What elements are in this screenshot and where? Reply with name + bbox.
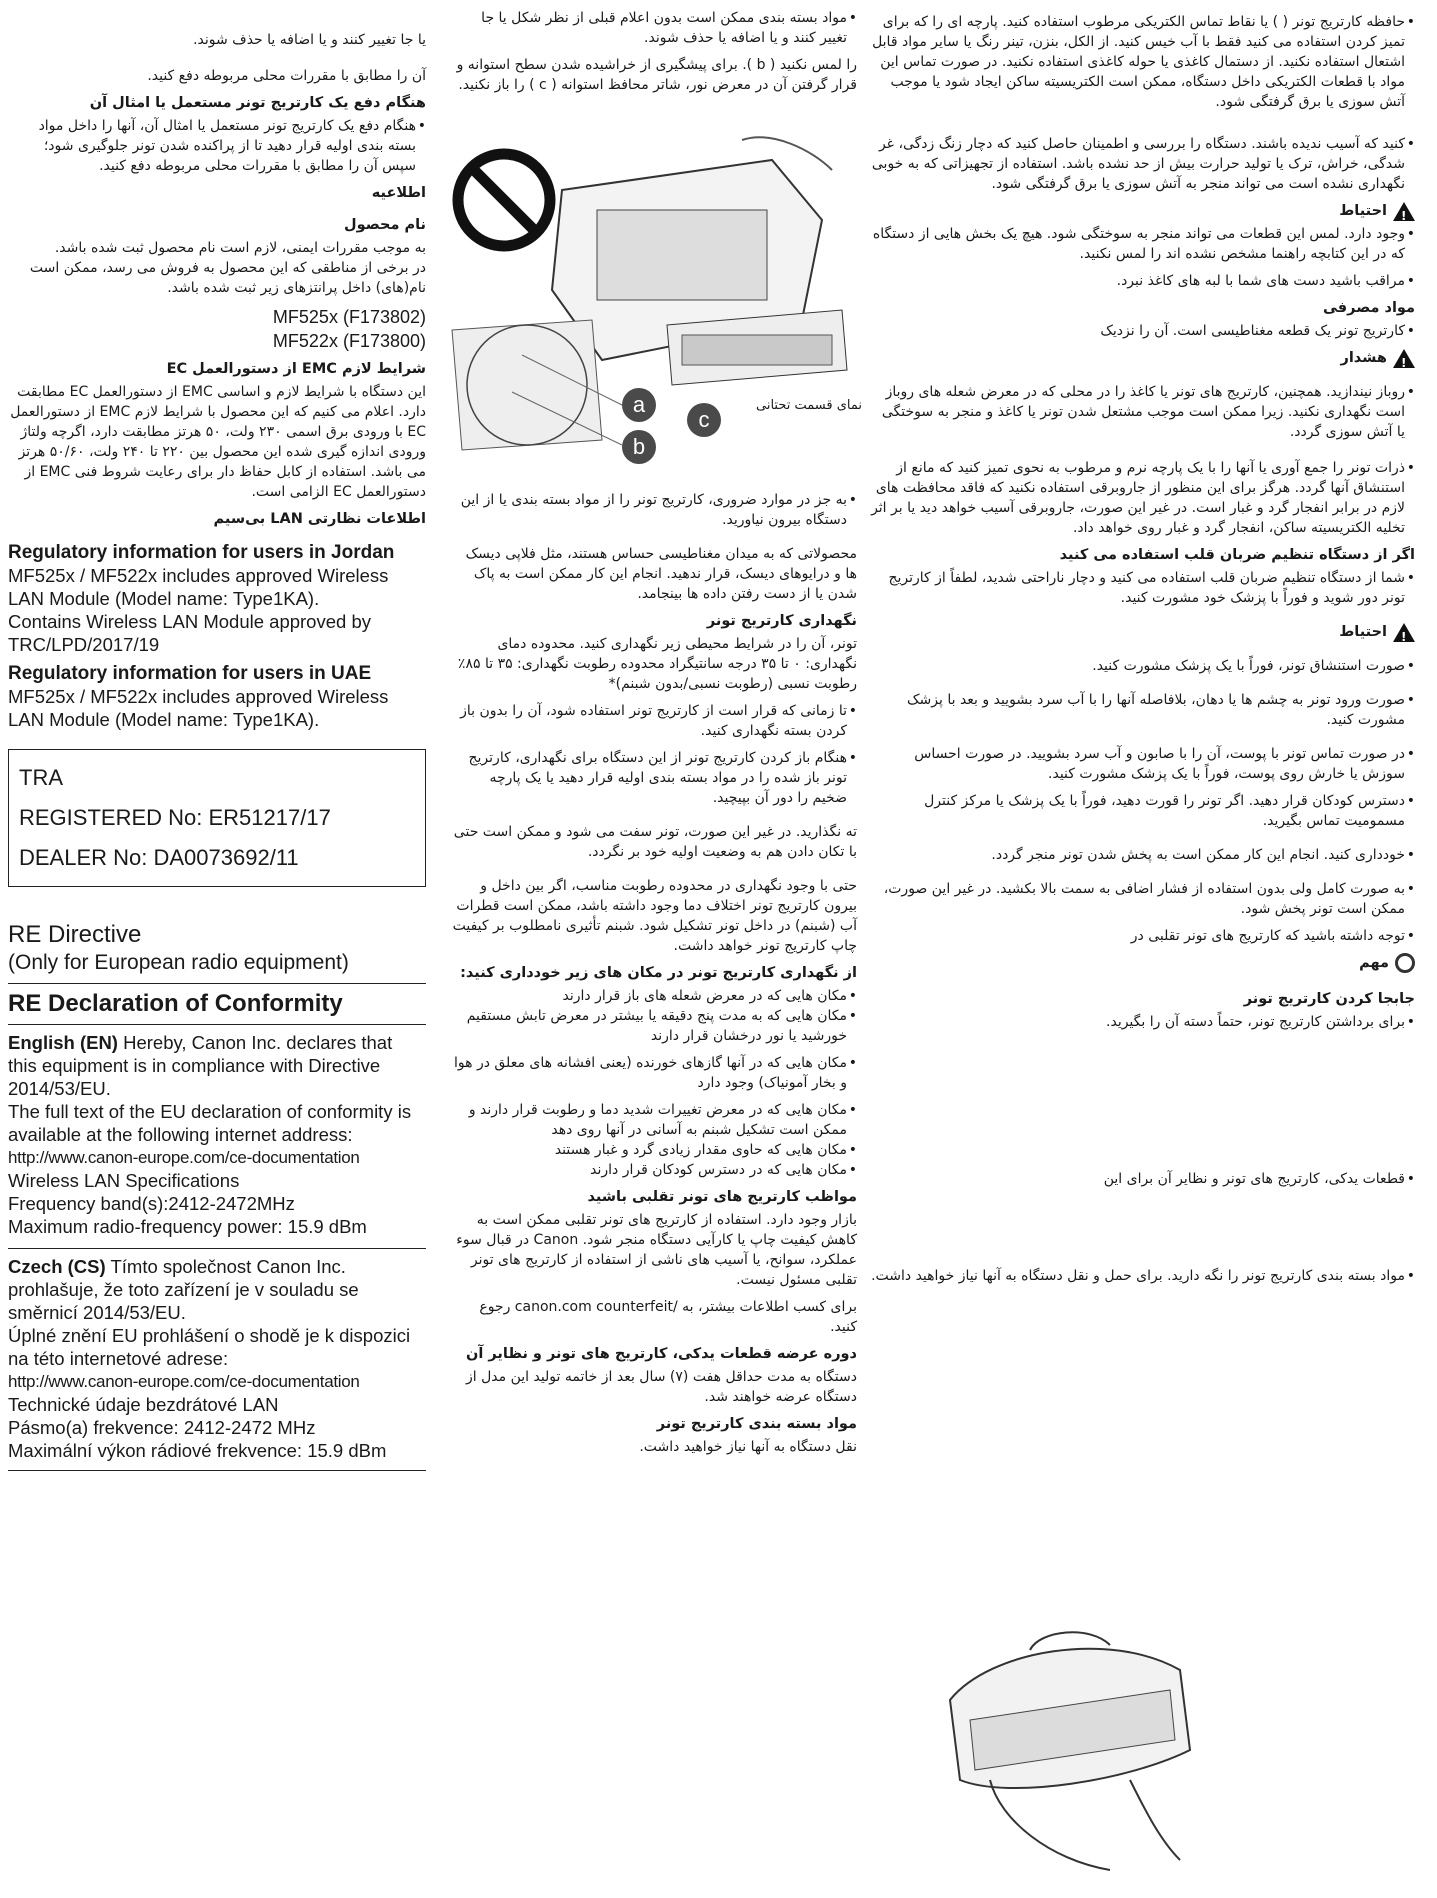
- re-declaration-heading: RE Declaration of Conformity: [8, 990, 343, 1017]
- lang-en: [8, 1031, 426, 1238]
- section-heading: شرایط لازم EMC از دستورالعمل EC: [166, 361, 426, 377]
- paragraph: این دستگاه با شرایط لازم و اساسی EMC از دستورالعمل EC مطابقت دارد. اعلام می کنیم که این محصول با شرایط لازم EMC از دستورالعمل EC با ورودی برق اسمی ۲۳۰ ولت، ۵۰ هرتز مطابقت دارد، اگرچه ولتاژ ورودی اندازه گیری شده این محصول بین ۲۲۰ تا ۲۴۰ ولت، ۵۰/۶۰ هرتز می باشد. استفاده از کابل حفاظ دار برای رعایت شروط فنی EMC از دستورالعمل EC الزامی است.: [10, 384, 426, 500]
- tra-dealer: DEALER No: DA0073692/11: [19, 845, 299, 870]
- paragraph: • به جز در موارد ضروری، کارتریج تونر را از مواد بسته بندی یا از این دستگاه بیرون نیاورید.: [452, 490, 857, 530]
- paragraph: Tímto společnost Canon Inc. prohlašuje, že toto zařízení je v souladu se směrnicí 2014/53/EU.: [8, 1256, 359, 1323]
- paragraph: بازار وجود دارد. استفاده از کارتریج های تونر تقلبی ممکن است به کاهش کیفیت چاپ یا کارآیی دستگاه منجر شود. Canon در قبال سوء عملکرد، سوانح، یا آسیب های ناشی از استفاده از کارتریج های تونر تقلبی مسئول نیست.: [456, 1212, 857, 1288]
- lang-cs: [8, 1255, 426, 1462]
- section-heading: اطلاعات نظارتی LAN بی‌سیم: [213, 511, 426, 527]
- re-heading: RE Directive: [8, 921, 142, 948]
- paragraph: به موجب مقررات ایمنی، لازم است نام محصول ثبت شده باشد.: [54, 240, 426, 256]
- paragraph: • مواد بسته بندی کارتریج تونر را نگه دارید. برای حمل و نقل دستگاه به آنها نیاز خواهید داشت.: [870, 1266, 1415, 1286]
- lang-label: Czech (CS): [8, 1256, 106, 1277]
- list-item: • مکان هایی که در معرض شعله های باز قرار دارند: [452, 986, 857, 1006]
- paragraph: • برای برداشتن کارتریج تونر، حتماً دسته آن را بگیرید.: [870, 1012, 1415, 1032]
- paragraph: • توجه داشته باشید که کارتریج های تونر تقلبی در: [870, 926, 1415, 946]
- middle-column: [452, 0, 862, 1455]
- paragraph: یا جا تغییر کنند و یا اضافه یا حذف شوند.: [193, 32, 426, 48]
- re-directive: [8, 921, 426, 1471]
- paragraph: • روباز نیندازید. همچنین، کارتریج های تونر یا کاغذ را در محلی که در معرض شعله های روباز است نگهداری نکنید. زیرا ممکن است موجب مشتعل شدن تونر یا کاغذ و منجر به سوختگی یا آتش سوزی گردد.: [870, 382, 1415, 442]
- paragraph: • ذرات تونر را جمع آوری یا آنها را با یک پارچه نرم و مرطوب به نحوی تمیز کنید که مانع از استنشاق آنها گردد. هرگز برای این منظور از جاروبرقی استفاده نکنید که فاقد محافظت های لازم در برابر انفجار گرد و غبار است. در غیر این صورت، جاروبرقی آسیب خواهد دید یا بر اثر تخلیه الکتریسیته ساکن، انفجار گرد و غبار روی خواهد داد.: [870, 458, 1415, 538]
- section-heading: از نگهداری کارتریج تونر در مکان های زیر خودداری کنید:: [460, 965, 857, 981]
- warning-heading: !هشدار: [870, 348, 1415, 368]
- warning-icon: [1393, 349, 1415, 368]
- left-column: [8, 0, 426, 1477]
- model-number: MF525x (F173802): [272, 307, 426, 327]
- paragraph: • هنگام باز کردن کارتریج تونر از این دستگاه برای نگهداری، کارتریج تونر باز شده را در مواد بسته بندی اولیه قرار دهید یا یک پارچه ضخیم را دور آن بپیچید.: [452, 748, 857, 808]
- paragraph: • هنگام دفع یک کارتریج تونر مستعمل یا امثال آن، آنها را داخل مواد بسته بندی اولیه قرار دهید تا از پراکنده شدن تونر جلوگیری شود؛ سپس آن را مطابق با مقررات محلی مربوطه دفع کنید.: [8, 116, 426, 176]
- paragraph: را لمس نکنید ( b ). برای پیشگیری از خراشیده شدن سطح استوانه و قرار گرفتن آن در معرض نور، شاتر محافظ استوانه ( c ) را باز نکنید.: [456, 57, 857, 93]
- list-item: • مکان هایی که به مدت پنج دقیقه یا بیشتر در معرض تابش مستقیم خورشید یا نور درخشان قرار دارند: [452, 1006, 857, 1046]
- footnote: حتی با وجود نگهداری در محدوده رطوبت مناسب، اگر بین داخل و بیرون کارتریج تونر اختلاف دما وجود داشته باشد، ممکن است قطرات آب (شبنم) در داخل تونر تشکیل شود. شبنم تأثیری نامطلوب بر کیفیت چاپ کارتریج تونر خواهد داشت.: [452, 878, 857, 954]
- figure-caption: نمای قسمت تحتانی: [756, 398, 862, 413]
- paragraph: Maximální výkon rádiové frekvence: 15.9 dBm: [8, 1440, 387, 1461]
- paragraph: • شما از دستگاه تنظیم ضربان قلب استفاده می کنید و دچار ناراحتی شدید، لطفاً از کارتریج تونر دور شوید و فوراً با پزشک خود مشورت کنید.: [870, 568, 1415, 608]
- section-heading: دوره عرضه قطعات یدکی، کارتریج های تونر و نظایر آن: [466, 1346, 857, 1362]
- jordan-heading: Regulatory information for users in Jordan: [8, 542, 395, 563]
- paragraph: برای کسب اطلاعات بیشتر، به /canon.com counterfeit رجوع کنید.: [479, 1299, 857, 1335]
- paragraph: • وجود دارد. لمس این قطعات می تواند منجر به سوختگی شود. هیچ یک بخش هایی از دستگاه که در این کتابچه راهنما مشخص نشده اند را لمس نکنید.: [870, 224, 1415, 264]
- paragraph: ته نگذارید. در غیر این صورت، تونر سفت می شود و ممکن است حتی با تکان دادن هم به وضعیت اولیه خود بر نگردد.: [453, 824, 857, 860]
- paragraph: • مراقب باشید دست های شما با لبه های کاغذ نبرد.: [870, 271, 1415, 291]
- hands-cartridge-illustration: [930, 1630, 1200, 1890]
- paragraph: • تا زمانی که قرار است از کارتریج تونر استفاده شود، آن را بدون باز کردن بسته نگهداری کنید.: [452, 701, 857, 741]
- tra-label: TRA: [19, 765, 63, 790]
- paragraph: • حافظه کارتریج تونر ( ) یا نقاط تماس الکتریکی مرطوب استفاده کنید. پارچه ای را که برای تمیز کردن استفاده می کنید فقط با آب خیس کنید. از الکل، بنزن، تینر رنگ یا سایر مواد قابل اشتعال استفاده نکنید. از دستمال کاغذی یا حوله کاغذی استفاده نکنید. در صورت تماس این مواد با قطعات الکتریکی داخل دستگاه، ممکن است الکتریسیته ساکن ایجاد شود یا موجب آتش سوزی یا برق گرفتگی شود.: [870, 12, 1415, 112]
- doc-url: http://www.canon-europe.com/ce-documentation: [8, 1372, 360, 1391]
- paragraph: دستگاه به مدت حداقل هفت (۷) سال بعد از خاتمه تولید این مدل از دستگاه عرضه خواهند شد.: [466, 1369, 857, 1405]
- uae-heading: Regulatory information for users in UAE: [8, 663, 372, 684]
- paragraph: • خودداری کنید. انجام این کار ممکن است به پخش شدن تونر منجر گردد.: [870, 845, 1415, 865]
- section-heading: نگهداری کارتریج تونر: [706, 613, 857, 629]
- paragraph: Pásmo(a) frekvence: 2412-2472 MHz: [8, 1417, 316, 1438]
- paragraph: Maximum radio-frequency power: 15.9 dBm: [8, 1216, 367, 1237]
- warning-icon: [1393, 623, 1415, 642]
- section-heading: مواد مصرفی: [1323, 300, 1415, 316]
- section-heading: نام محصول: [344, 217, 426, 233]
- section-heading: اطلاعیه: [371, 185, 426, 201]
- section-heading: اگر از دستگاه تنظیم ضربان قلب استفاده می کنید: [1059, 547, 1415, 563]
- paragraph: • به صورت کامل ولی بدون استفاده از فشار اضافی به سمت بالا بکشید. در غیر این صورت، ممکن است تونر پخش شود.: [870, 879, 1415, 919]
- label-a: a: [622, 388, 656, 422]
- paragraph: • صورت استنشاق تونر، فوراً با یک پزشک مشورت کنید.: [870, 656, 1415, 676]
- tra-box: [8, 749, 426, 887]
- paragraph: • قطعات یدکی، کارتریج های تونر و نظایر آن برای این: [870, 1169, 1415, 1189]
- paragraph: Technické údaje bezdrátové LAN: [8, 1394, 279, 1415]
- paragraph: Wireless LAN Specifications: [8, 1170, 240, 1191]
- list-item: • مکان هایی که حاوی مقدار زیادی گرد و غبار هستند: [452, 1140, 857, 1160]
- section-heading: مواظب کارتریج های تونر تقلبی باشید: [587, 1189, 857, 1205]
- paragraph: نقل دستگاه به آنها نیاز خواهید داشت.: [639, 1439, 857, 1455]
- paragraph: Contains Wireless LAN Module approved by TRC/LPD/2017/19: [8, 611, 371, 655]
- paragraph: • کنید که آسیب ندیده باشند. دستگاه را بررسی و اطمینان حاصل کنید که دچار زنگ زدگی، غر شدگی، خراش، ترک یا تولید حرارت بیش از حد نشده باشد. استفاده از تجهیزاتی که به خوبی نگهداری نشده است می تواند منجر به آتش سوزی یا برق گرفتگی شود.: [870, 134, 1415, 194]
- tra-registered: REGISTERED No: ER51217/17: [19, 805, 331, 830]
- cartridge-handling-figure: [930, 1630, 1200, 1890]
- paragraph: در برخی از مناطقی که این محصول به فروش می رسد، ممکن است نام(های) داخل پرانتزهای زیر ثبت شده باشد.: [29, 260, 426, 296]
- important-heading: مهم: [870, 953, 1415, 973]
- paragraph: The full text of the EU declaration of conformity is available at the following internet address:: [8, 1101, 412, 1145]
- lang-label: English (EN): [8, 1032, 118, 1053]
- list-item: • مکان هایی که در آنها گازهای خورنده (یعنی افشانه های معلق در هوا و بخار آمونیاک) وجود دارد: [452, 1053, 857, 1093]
- model-number: MF522x (F173800): [272, 331, 426, 351]
- doc-url: http://www.canon-europe.com/ce-documentation: [8, 1148, 360, 1167]
- important-icon: [1395, 953, 1415, 973]
- re-subheading: (Only for European radio equipment): [8, 951, 349, 974]
- paragraph: Hereby, Canon Inc. declares that this equipment is in compliance with Directive 2014/53/EU.: [8, 1032, 393, 1099]
- regulatory-block: [8, 541, 426, 731]
- list-item: • مکان هایی که در دسترس کودکان قرار دارند: [452, 1160, 857, 1180]
- caution-heading: !احتیاط: [870, 201, 1415, 221]
- section-heading: جابجا کردن کارتریج تونر: [1243, 991, 1415, 1007]
- paragraph: آن را مطابق با مقررات محلی مربوطه دفع کنید.: [147, 68, 426, 84]
- paragraph: • دسترس کودکان قرار دهید. اگر تونر را قورت دهید، فوراً با یک پزشک یا مرکز کنترل مسمومیت تماس بگیرید.: [870, 791, 1415, 831]
- paragraph: • کارتریج تونر یک قطعه مغناطیسی است. آن را نزدیک: [870, 321, 1415, 341]
- label-b: b: [622, 430, 656, 464]
- paragraph: Úplné znění EU prohlášení o shodě je k dispozici na této internetové adrese:: [8, 1325, 411, 1369]
- right-column: [870, 0, 1437, 1293]
- paragraph: محصولاتی که به میدان مغناطیسی حساس هستند، مثل فلاپی دیسک ها و درایوهای دیسک، قرار ندهید. انجام این کار ممکن است به پاک شدن یا از دست رفتن داده ها بینجامد.: [465, 546, 857, 602]
- list-item: • مکان هایی که در معرض تغییرات شدید دما و رطوبت قرار دارند و ممکن است تشکیل شبنم به آسانی در آنها روی دهد: [452, 1100, 857, 1140]
- toner-cartridge-figure: [442, 120, 862, 480]
- label-c: c: [687, 403, 721, 437]
- cartridge-illustration: [442, 120, 862, 480]
- paragraph: تونر، آن را در شرایط محیطی زیر نگهداری کنید. محدوده دمای نگهداری: ۰ تا ۳۵ درجه سانتیگراد محدوده رطوبت نگهداری: ۳۵ تا ۸۵٪ رطوبت نسبی (رطوبت نسبی/بدون شبنم)*: [457, 636, 857, 692]
- paragraph: MF525x / MF522x includes approved Wireless LAN Module (Model name: Type1KA).: [8, 686, 389, 730]
- section-heading: مواد بسته بندی کارتریج تونر: [656, 1416, 857, 1432]
- caution-heading: !احتیاط: [870, 622, 1415, 642]
- paragraph: MF525x / MF522x includes approved Wireless LAN Module (Model name: Type1KA).: [8, 565, 389, 609]
- warning-icon: [1393, 202, 1415, 221]
- paragraph: • مواد بسته بندی ممکن است بدون اعلام قبلی از نظر شکل یا جا تغییر کنند و یا اضافه یا حذف شوند.: [452, 8, 857, 48]
- section-heading: هنگام دفع یک کارتریج تونر مستعمل یا امثال آن: [89, 95, 426, 111]
- paragraph: • صورت ورود تونر به چشم ها یا دهان، بلافاصله آنها را با آب سرد بشویید و بعد با پزشک مشورت کنید.: [870, 690, 1415, 730]
- paragraph: • در صورت تماس تونر با پوست، آن را با صابون و آب سرد بشویید. در صورت احساس سوزش یا خارش روی پوست، فوراً با یک پزشک مشورت کنید.: [870, 744, 1415, 784]
- paragraph: Frequency band(s):2412-2472MHz: [8, 1193, 295, 1214]
